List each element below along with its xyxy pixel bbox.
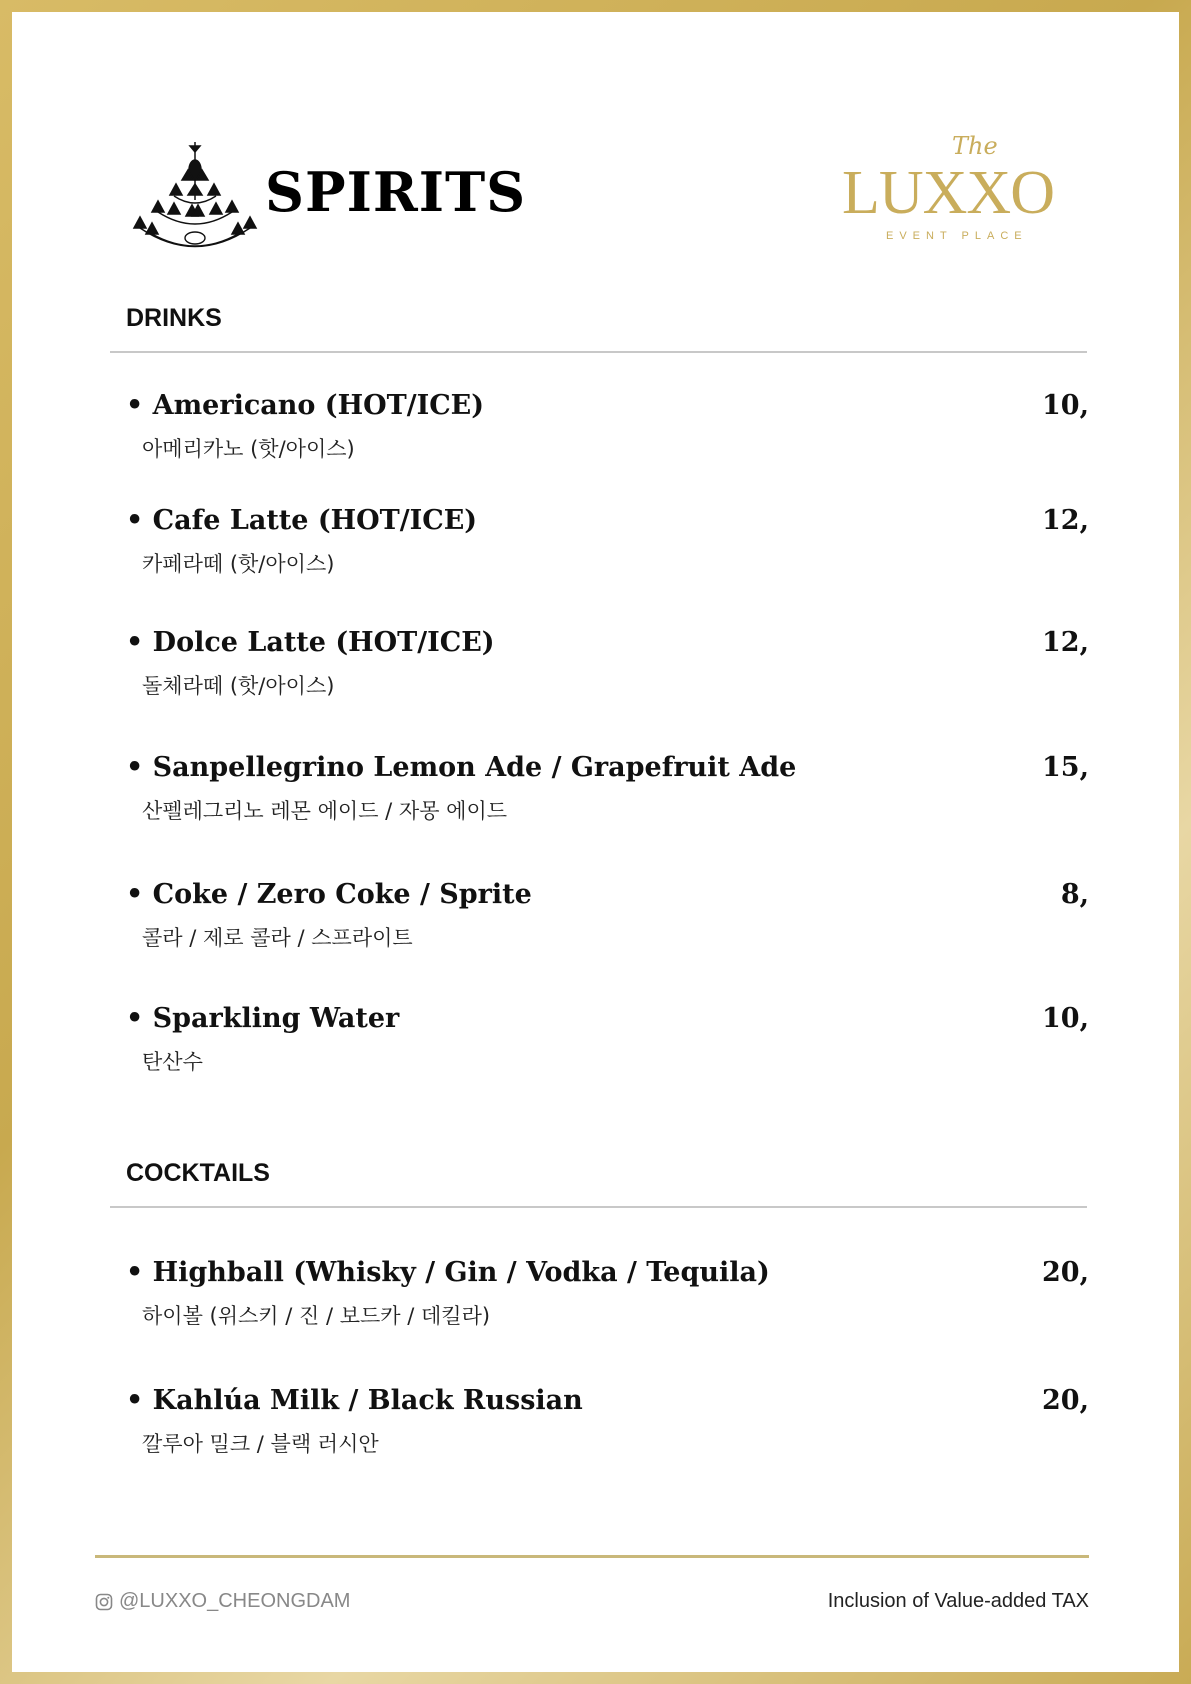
item-name: • Dolce Latte (HOT/ICE) bbox=[126, 627, 495, 658]
footer-divider bbox=[95, 1555, 1089, 1558]
menu-item bbox=[126, 1003, 1089, 1076]
item-korean-name: 하이볼 (위스키 / 진 / 보드카 / 데킬라) bbox=[142, 1304, 491, 1328]
item-price: 10, bbox=[1042, 1003, 1089, 1034]
menu-item bbox=[126, 1257, 1089, 1330]
logo-script: The bbox=[952, 132, 998, 160]
item-korean-name: 산펠레그리노 레몬 에이드 / 자몽 에이드 bbox=[142, 799, 508, 823]
logo-wordmark: LUXXO bbox=[842, 159, 1054, 227]
menu-item bbox=[126, 1385, 1089, 1458]
item-name: • Sanpellegrino Lemon Ade / Grapefruit Ade bbox=[126, 752, 797, 783]
header bbox=[12, 12, 1179, 272]
menu-item bbox=[126, 627, 1089, 700]
item-name: • Highball (Whisky / Gin / Vodka / Tequila) bbox=[126, 1257, 770, 1288]
item-price: 12, bbox=[1042, 505, 1089, 536]
section-title-cocktails: COCKTAILS bbox=[126, 1159, 270, 1187]
item-korean-name: 카페라떼 (핫/아이스) bbox=[142, 552, 335, 576]
item-name: • Coke / Zero Coke / Sprite bbox=[126, 879, 532, 910]
item-name: • Kahlúa Milk / Black Russian bbox=[126, 1385, 583, 1416]
item-name: • Americano (HOT/ICE) bbox=[126, 390, 485, 421]
section-title-drinks: DRINKS bbox=[126, 304, 222, 332]
menu-item bbox=[126, 390, 1089, 463]
menu-item bbox=[126, 879, 1089, 952]
instagram-icon bbox=[95, 1593, 113, 1611]
item-korean-name: 아메리카노 (핫/아이스) bbox=[142, 437, 355, 461]
item-korean-name: 깔루아 밀크 / 블랙 러시안 bbox=[142, 1432, 379, 1456]
item-name: • Cafe Latte (HOT/ICE) bbox=[126, 505, 478, 536]
item-price: 8, bbox=[1060, 879, 1089, 910]
item-price: 15, bbox=[1042, 752, 1089, 783]
luxxo-logo bbox=[842, 130, 1098, 250]
item-price: 20, bbox=[1042, 1385, 1089, 1416]
instagram-handle-text: @LUXXO_CHEONGDAM bbox=[119, 1590, 351, 1612]
item-korean-name: 돌체라떼 (핫/아이스) bbox=[142, 674, 335, 698]
logo-subtitle: EVENT PLACE bbox=[886, 230, 1028, 242]
page-title: SPIRITS bbox=[265, 160, 527, 224]
item-korean-name: 탄산수 bbox=[142, 1050, 203, 1074]
item-name: • Sparkling Water bbox=[126, 1003, 400, 1034]
item-price: 20, bbox=[1042, 1257, 1089, 1288]
menu-item bbox=[126, 505, 1089, 578]
item-price: 10, bbox=[1042, 390, 1089, 421]
menu-page bbox=[12, 12, 1179, 1672]
item-korean-name: 콜라 / 제로 콜라 / 스프라이트 bbox=[142, 926, 413, 950]
instagram-handle[interactable] bbox=[95, 1590, 350, 1613]
tax-note: Inclusion of Value-added TAX bbox=[827, 1590, 1089, 1612]
menu-item bbox=[126, 752, 1089, 825]
section-divider bbox=[110, 351, 1087, 353]
chandelier-icon bbox=[130, 140, 260, 250]
item-price: 12, bbox=[1042, 627, 1089, 658]
section-divider bbox=[110, 1206, 1087, 1208]
